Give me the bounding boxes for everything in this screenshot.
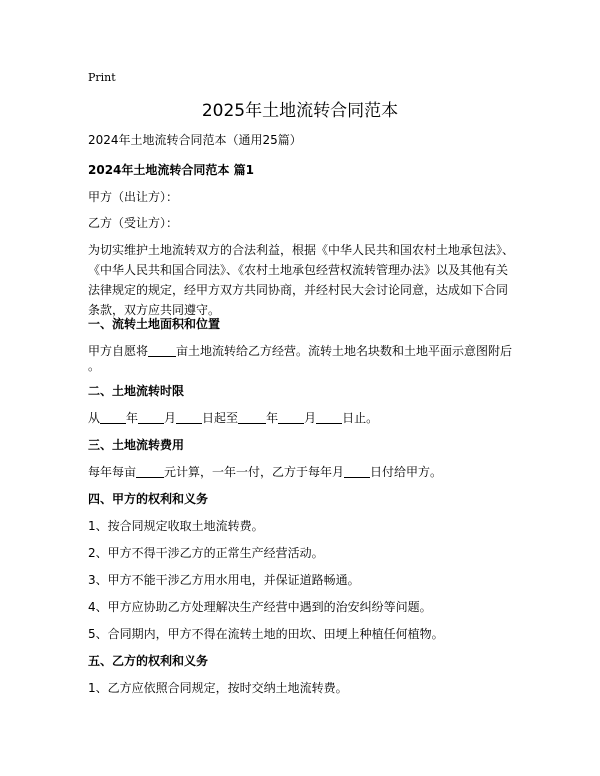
blank-field	[136, 463, 164, 478]
date-text-end: 日止。	[342, 411, 379, 425]
party-a-line: 甲方（出让方）：	[88, 190, 179, 204]
date-text-month: 月	[164, 411, 177, 425]
section-4-item: 3、甲方不能干涉乙方用水用电，并保证道路畅通。	[88, 573, 360, 587]
blank-field	[238, 409, 266, 424]
document-subtitle: 2024年土地流转合同范本（通用25篇）	[88, 133, 302, 147]
section-1-heading: 一、流转土地面积和位置	[88, 317, 221, 331]
fee-text-b: 元计算，一年一付，乙方于每年月	[164, 465, 345, 479]
date-text-month-2: 月	[304, 411, 317, 425]
section-5-heading: 五、乙方的权利和义务	[88, 654, 209, 668]
section-3-heading: 三、土地流转费用	[88, 438, 185, 452]
section-4-heading: 四、甲方的权利和义务	[88, 492, 209, 506]
blank-field	[344, 463, 370, 478]
blank-field	[176, 409, 202, 424]
date-text-from: 从	[88, 411, 101, 425]
section-4-item: 5、合同期内，甲方不得在流转土地的田坎、田埂上种植任何植物。	[88, 627, 444, 641]
party-b-line: 乙方（受让方）：	[88, 216, 179, 230]
print-label: Print	[88, 71, 116, 84]
date-text-year: 年	[126, 411, 139, 425]
date-text-until: 日起至	[202, 411, 239, 425]
section-4-item: 4、甲方应协助乙方处理解决生产经营中遇到的治安纠纷等问题。	[88, 600, 432, 614]
blank-field	[316, 409, 342, 424]
section-4-item: 1、按合同规定收取土地流转费。	[88, 519, 264, 533]
section-1-text	[88, 341, 512, 361]
preamble-paragraph: 为切实维护土地流转双方的合法利益，根据《中华人民共和国农村土地承包法》、《中华人民共和国合同法》、《农村土地承包经营权流转管理办法》以及其他有关法律规定的规定，经甲方双方共同协商，并经村民大会讨论同意，达成如下合同条款，双方应共同遵守。	[88, 243, 515, 317]
date-text-year-2: 年	[266, 411, 279, 425]
section-2-dates	[88, 408, 378, 428]
blank-field	[138, 409, 164, 424]
section-5-item: 1、乙方应依照合同规定，按时交纳土地流转费。	[88, 681, 348, 695]
article-heading: 2024年土地流转合同范本 篇1	[88, 163, 254, 177]
section-4-item: 2、甲方不得干涉乙方的正常生产经营活动。	[88, 546, 324, 560]
section-1-text-b: 亩土地流转给乙方经营。流转土地名块数和土地平面示意图附后	[176, 344, 513, 358]
section-1-text-end: 。	[88, 359, 101, 373]
blank-field	[100, 409, 126, 424]
section-2-heading: 二、土地流转时限	[88, 384, 185, 398]
blank-field	[278, 409, 304, 424]
blank-field	[148, 342, 176, 357]
section-1-text-a: 甲方自愿将	[88, 344, 149, 358]
document-title: 2025年土地流转合同范本	[201, 101, 399, 121]
fee-text-c: 日付给甲方。	[370, 465, 443, 479]
fee-text-a: 每年每亩	[88, 465, 137, 479]
section-3-text	[88, 462, 442, 482]
